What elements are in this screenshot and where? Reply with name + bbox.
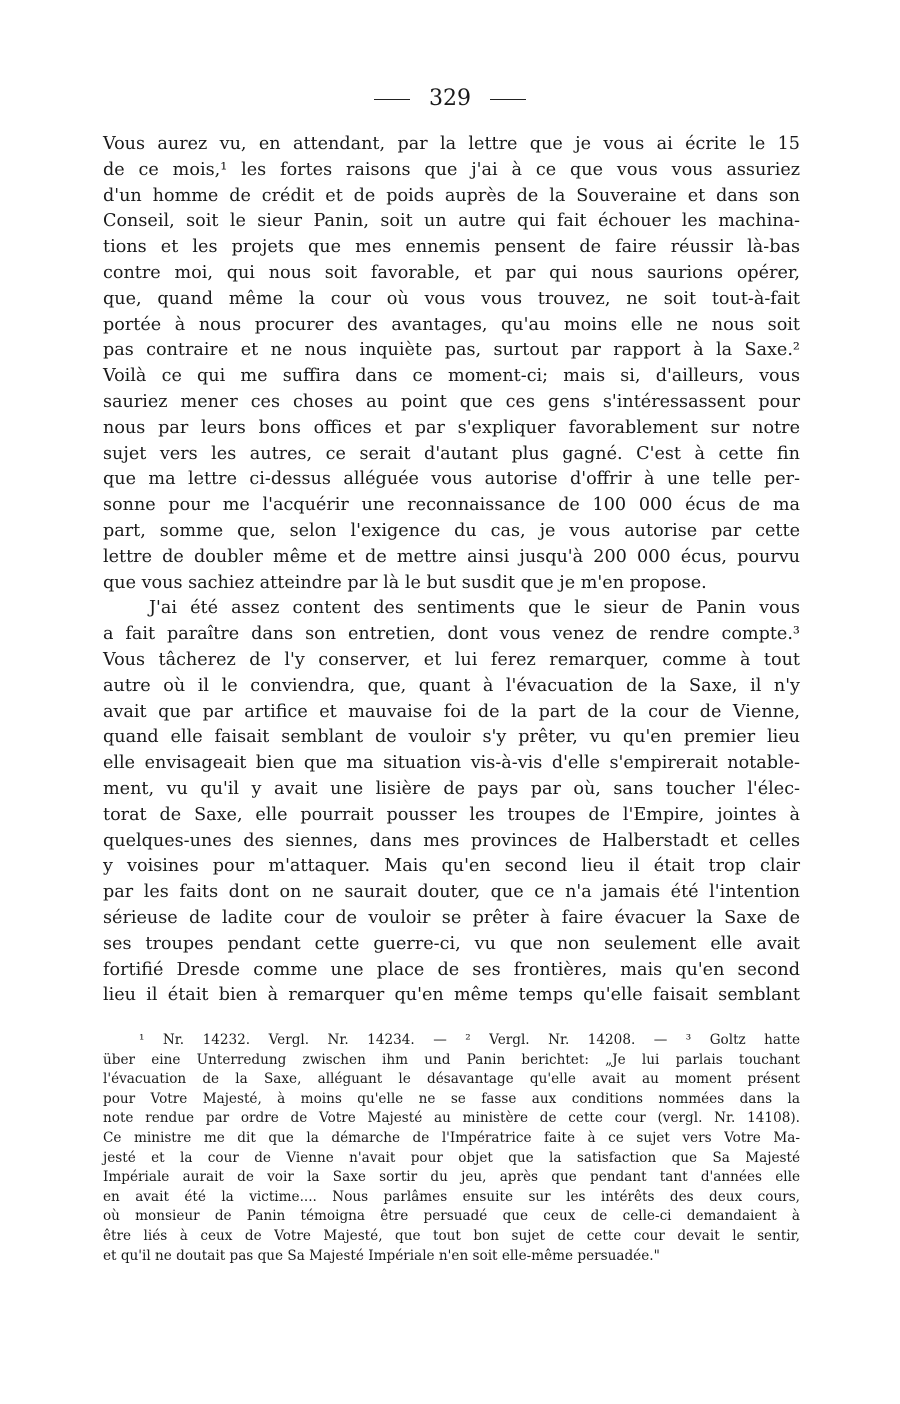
main-text xyxy=(103,132,800,1009)
text-line: y voisines pour m'attaquer. Mais qu'en second lieu il était trop clair xyxy=(103,856,800,877)
text-line: quelques-unes des siennes, dans mes provinces de Halberstadt et celles xyxy=(103,830,800,851)
text-line: part, somme que, selon l'exigence du cas, je vous autorise par cette xyxy=(103,520,800,541)
text-line: sauriez mener ces choses au point que ces gens s'intéressassent pour xyxy=(103,391,800,412)
text-line: portée à nous procurer des avantages, qu'au moins elle ne nous soit xyxy=(103,314,800,335)
text-line: Conseil, soit le sieur Panin, soit un autre qui fait échouer les machina- xyxy=(103,211,800,232)
text-line: torat de Saxe, elle pourrait pousser les troupes de l'Empire, jointes à xyxy=(103,804,800,825)
footnote-line: Impériale aurait de voir la Saxe sortir du jeu, après que pendant tant d'années elle xyxy=(103,1169,800,1186)
text-line: elle envisageait bien que ma situation vis-à-vis d'elle s'empirerait notable- xyxy=(103,753,800,774)
footnote-line: et qu'il ne doutait pas que Sa Majesté Impériale n'en soit elle-même persuadée." xyxy=(103,1247,660,1264)
footnote-line: l'évacuation de la Saxe, alléguant le désavantage qu'elle avait au moment présent xyxy=(103,1071,800,1088)
page-header xyxy=(0,84,900,114)
footnote-line: Ce ministre me dit que la démarche de l'Impératrice faite à ce sujet vers Votre Ma- xyxy=(103,1129,800,1146)
text-line: que, quand même la cour où vous vous trouvez, ne soit tout-à-fait xyxy=(103,288,800,309)
text-line: tions et les projets que mes ennemis pensent de faire réussir là-bas xyxy=(103,237,800,258)
text-line: que vous sachiez atteindre par là le but susdit que je m'en propose. xyxy=(103,572,707,593)
footnote-line: ¹ Nr. 14232. Vergl. Nr. 14234. — ² Vergl. Nr. 14208. — ³ Goltz hatte xyxy=(139,1032,800,1048)
text-line: lettre de doubler même et de mettre ainsi jusqu'à 200 000 écus, pourvu xyxy=(103,546,800,567)
paragraph-start-line: J'ai été assez content des sentiments que le sieur de Panin vous xyxy=(149,598,800,619)
text-line: ses troupes pendant cette guerre-ci, vu que non seulement elle avait xyxy=(103,933,800,954)
text-line: sonne pour me l'acquérir une reconnaissance de 100 000 écus de ma xyxy=(103,495,800,516)
text-line: d'un homme de crédit et de poids auprès de la Souveraine et dans son xyxy=(103,185,800,206)
text-line: avait que par artifice et mauvaise foi de la part de la cour de Vienne, xyxy=(103,701,800,722)
text-line: lieu il était bien à remarquer qu'en même temps qu'elle faisait semblant xyxy=(103,985,800,1006)
footnote-line: jesté et la cour de Vienne n'avait pour objet que la satisfaction que Sa Majesté xyxy=(103,1149,800,1166)
text-line: sujet vers les autres, ce serait d'autant plus gagné. C'est à cette fin xyxy=(103,443,800,464)
page-number: 329 xyxy=(429,86,471,111)
text-line: par les faits dont on ne saurait douter, que ce n'a jamais été l'intention xyxy=(103,882,800,903)
footnote-line: über eine Unterredung zwischen ihm und Panin berichtet: „Je lui parlais touchant xyxy=(103,1051,800,1068)
text-line: sérieuse de ladite cour de vouloir se prêter à faire évacuer la Saxe de xyxy=(103,907,800,928)
text-line: que ma lettre ci-dessus alléguée vous autorise d'offrir à une telle per- xyxy=(103,469,800,490)
text-line: contre moi, qui nous soit favorable, et par qui nous saurions opérer, xyxy=(103,262,800,283)
footnote-line: où monsieur de Panin témoigna être persuadé que ceux de celle-ci demandaient à xyxy=(103,1208,800,1225)
footnote-line: en avait été la victime.... Nous parlâmes ensuite sur les intérêts des deux cours, xyxy=(103,1188,800,1205)
text-line: Vous tâcherez de l'y conserver, et lui ferez remarquer, comme à tout xyxy=(103,649,800,670)
text-line: ment, vu qu'il y avait une lisière de pays par où, sans toucher l'élec- xyxy=(103,778,800,799)
text-line: fortifié Dresde comme une place de ses frontières, mais qu'en second xyxy=(103,959,800,980)
header-rule-right xyxy=(490,99,526,100)
footnotes xyxy=(103,1031,800,1266)
text-line: a fait paraître dans son entretien, dont vous venez de rendre compte.³ xyxy=(103,624,800,645)
footnote-line: être liés à ceux de Votre Majesté, que tout bon sujet de cette cour devait le sentir, xyxy=(103,1227,800,1244)
footnote-line: note rendue par ordre de Votre Majesté au ministère de cette cour (vergl. Nr. 14108). xyxy=(103,1110,800,1127)
text-line: autre où il le conviendra, que, quant à l'évacuation de la Saxe, il n'y xyxy=(103,675,800,696)
footnote-line: pour Votre Majesté, à moins qu'elle ne se fasse aux conditions nommées dans la xyxy=(103,1090,800,1107)
text-line: Vous aurez vu, en attendant, par la lettre que je vous ai écrite le 15 xyxy=(103,134,800,154)
text-line: de ce mois,¹ les fortes raisons que j'ai à ce que vous vous assuriez xyxy=(103,159,800,180)
text-line: Voilà ce qui me suffira dans ce moment-ci; mais si, d'ailleurs, vous xyxy=(103,366,800,387)
header-rule-left xyxy=(374,99,410,100)
text-line: quand elle faisait semblant de vouloir s'y prêter, vu qu'en premier lieu xyxy=(103,727,800,748)
text-line: nous par leurs bons offices et par s'expliquer favorablement sur notre xyxy=(103,417,800,438)
text-line: pas contraire et ne nous inquiète pas, surtout par rapport à la Saxe.² xyxy=(103,340,800,361)
